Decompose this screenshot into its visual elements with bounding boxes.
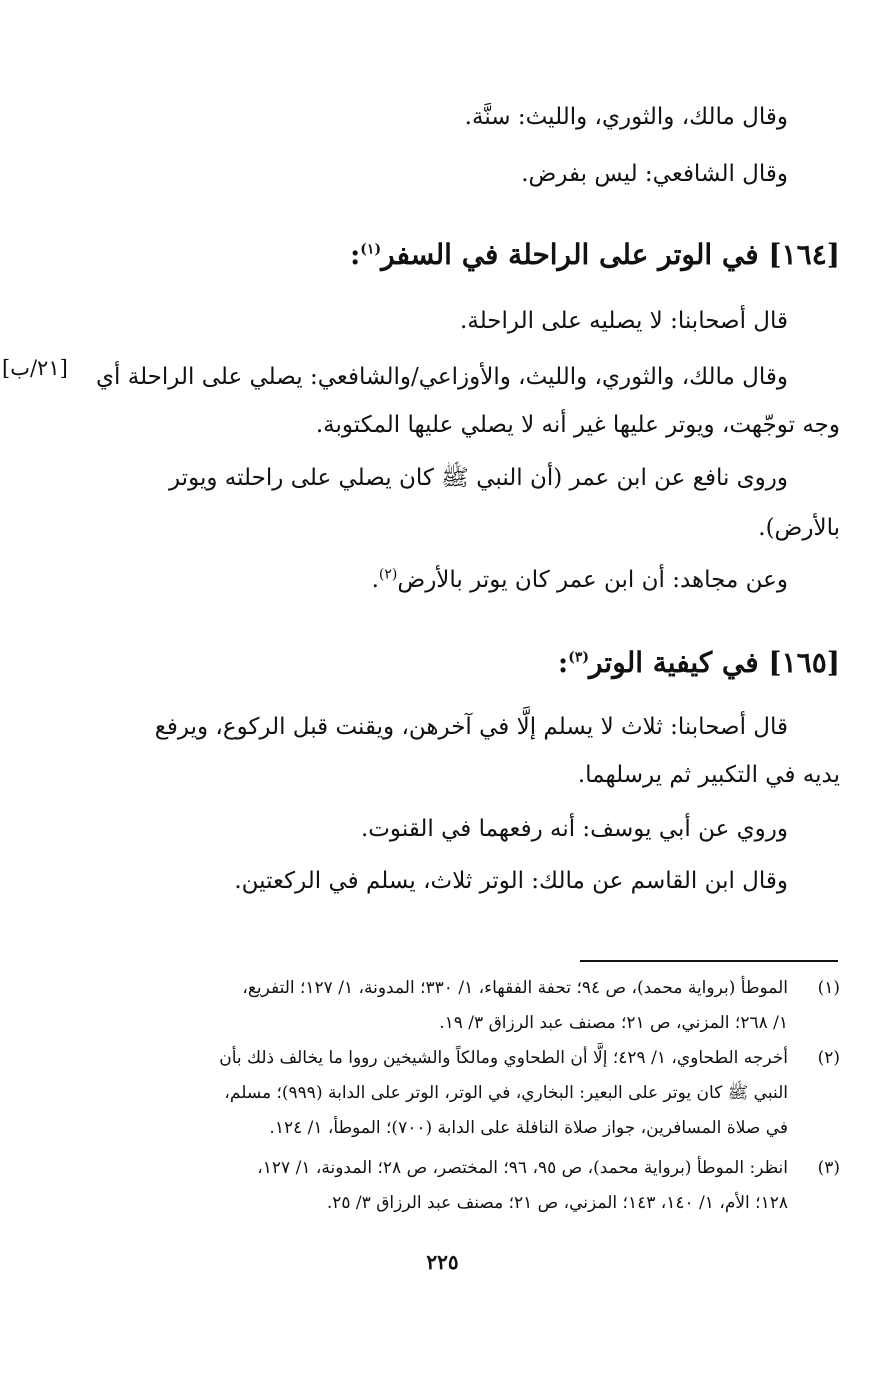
footnote-line: في صلاة المسافرين، جواز صلاة النافلة على الدابة (٧٠٠)؛ الموطأ، ١/ ١٢٤.: [269, 1118, 788, 1138]
footnote-number: (٢): [817, 1048, 840, 1068]
text-line: قال أصحابنا: ثلاث لا يسلم إلَّا في آخرهن، ويقنت قبل الركوع، ويرفع: [154, 714, 788, 740]
footnote-ref: (١): [360, 241, 382, 258]
text-line: يديه في التكبير ثم يرسلهما.: [577, 762, 840, 788]
section-title: في كيفية الوتر: [588, 646, 759, 679]
section-heading-165: [١٦٥] في كيفية الوتر$^{(٣)}$:: [557, 646, 840, 679]
text-line: وعن مجاهد: أن ابن عمر كان يوتر بالأرض$^{(٢)}$.: [371, 566, 788, 593]
footnote-line: أخرجه الطحاوي، ١/ ٤٢٩؛ إلَّا أن الطحاوي ومالكاً والشيخين رووا ما يخالف ذلك بأن: [219, 1048, 788, 1068]
footnote-divider: [580, 960, 838, 962]
text-line: وجه توجّهت، ويوتر عليها غير أنه لا يصلي عليها المكتوبة.: [315, 412, 840, 438]
footnote-ref: (٣): [568, 649, 589, 666]
footnote-line: النبي ﷺ كان يوتر على البعير: البخاري، في الوتر، الوتر على الدابة (٩٩٩)؛ مسلم،: [224, 1083, 788, 1103]
text-line: وقال ابن القاسم عن مالك: الوتر ثلاث، يسلم في الركعتين.: [234, 868, 788, 894]
section-number: [١٦٥]: [768, 646, 840, 679]
text-line: قال أصحابنا: لا يصليه على الراحلة.: [460, 308, 788, 334]
text-line: وقال الشافعي: ليس بفرض.: [521, 161, 788, 187]
text-line: وروي عن أبي يوسف: أنه رفعهما في القنوت.: [360, 816, 788, 842]
text-line: بالأرض).: [758, 515, 840, 541]
text-line: وروى نافع عن ابن عمر (أن النبي ﷺ كان يصلي على راحلته ويوتر: [168, 465, 788, 491]
footnote-ref: (٢): [378, 566, 398, 583]
footnote-number: (١): [817, 978, 840, 998]
footnote-number: (٣): [817, 1158, 840, 1178]
text-line-body: وعن مجاهد: أن ابن عمر كان يوتر بالأرض: [397, 567, 788, 593]
section-heading-164: [١٦٤] في الوتر على الراحلة في السفر$^{(١)}$:: [349, 238, 840, 271]
section-number: [١٦٤]: [768, 238, 840, 271]
text-line: وقال مالك، والثوري، والليث، والأوزاعي/والشافعي: يصلي على الراحلة أي: [96, 364, 788, 390]
footnote-line: ١/ ٢٦٨؛ المزني، ص ٢١؛ مصنف عبد الرزاق ٣/ ١٩.: [439, 1013, 788, 1033]
footnote-line: ١٢٨؛ الأم، ١/ ١٤٠، ١٤٣؛ المزني، ص ٢١؛ مصنف عبد الرزاق ٣/ ٢٥.: [326, 1193, 788, 1213]
footnote-line: انظر: الموطأ (برواية محمد)، ص ٩٥، ٩٦؛ المختصر، ص ٢٨؛ المدونة، ١/ ١٢٧،: [257, 1158, 788, 1178]
text-line: وقال مالك، والثوري، والليث: سنَّة.: [464, 104, 788, 130]
footnote-line: الموطأ (برواية محمد)، ص ٩٤؛ تحفة الفقهاء، ١/ ٣٣٠؛ المدونة، ١/ ١٢٧؛ التفريع،: [242, 978, 788, 998]
section-title: في الوتر على الراحلة في السفر: [381, 238, 759, 271]
page-number: ٢٢٥: [426, 1250, 459, 1274]
margin-folio-note: [٢١/ب]: [2, 356, 68, 380]
